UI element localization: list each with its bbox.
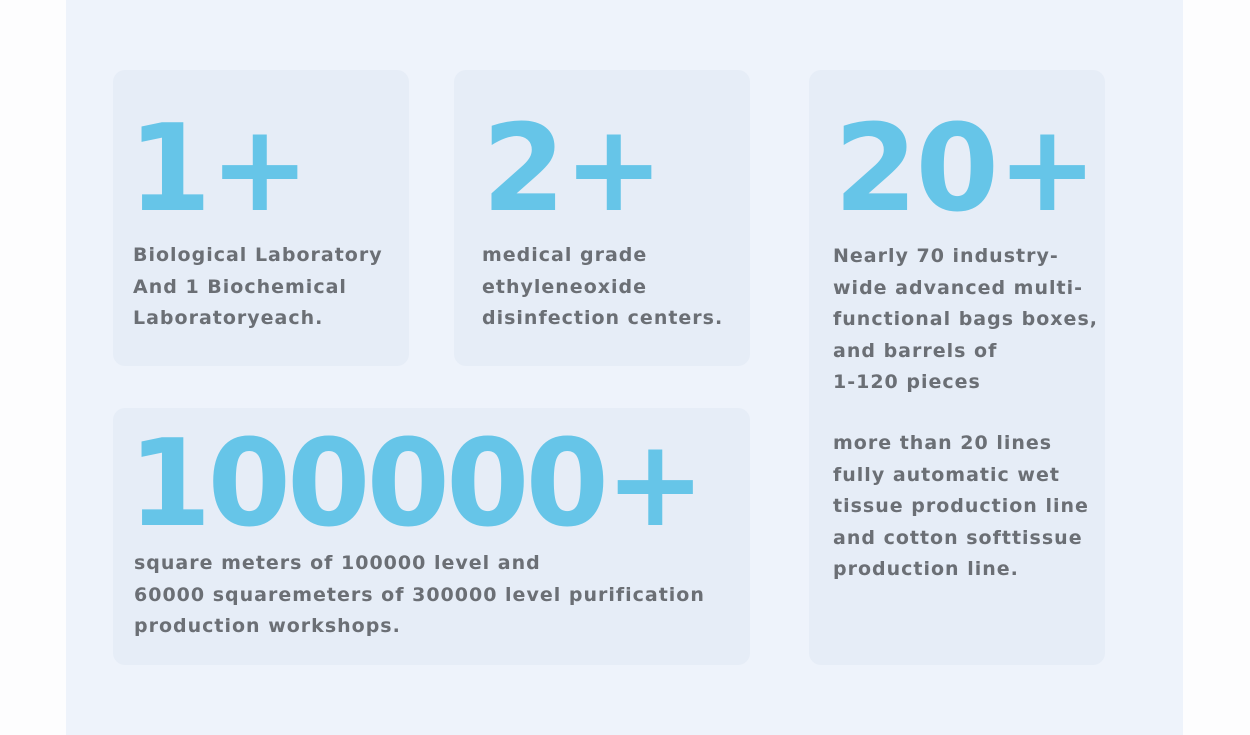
stat-value-production: 20+ <box>834 100 1096 239</box>
stat-text-area: square meters of 100000 level and 60000 squaremeters of 300000 level purification production workshops. <box>134 552 705 637</box>
stat-value-area: 100000+ <box>128 415 702 554</box>
stat-value-disinfection: 2+ <box>482 100 663 239</box>
stat-value-lab: 1+ <box>128 100 309 239</box>
stat-text-lab: Biological Laboratory And 1 Biochemical Laboratoryeach. <box>133 244 383 329</box>
stat-text-production-lines: more than 20 lines fully automatic wet tissue production line and cotton softtissue production line. <box>833 432 1089 580</box>
stat-text-production: Nearly 70 industry- wide advanced multi- functional bags boxes, and barrels of 1-120 pieces <box>833 245 1098 393</box>
stat-text-disinfection: medical grade ethyleneoxide disinfection centers. <box>482 244 724 329</box>
